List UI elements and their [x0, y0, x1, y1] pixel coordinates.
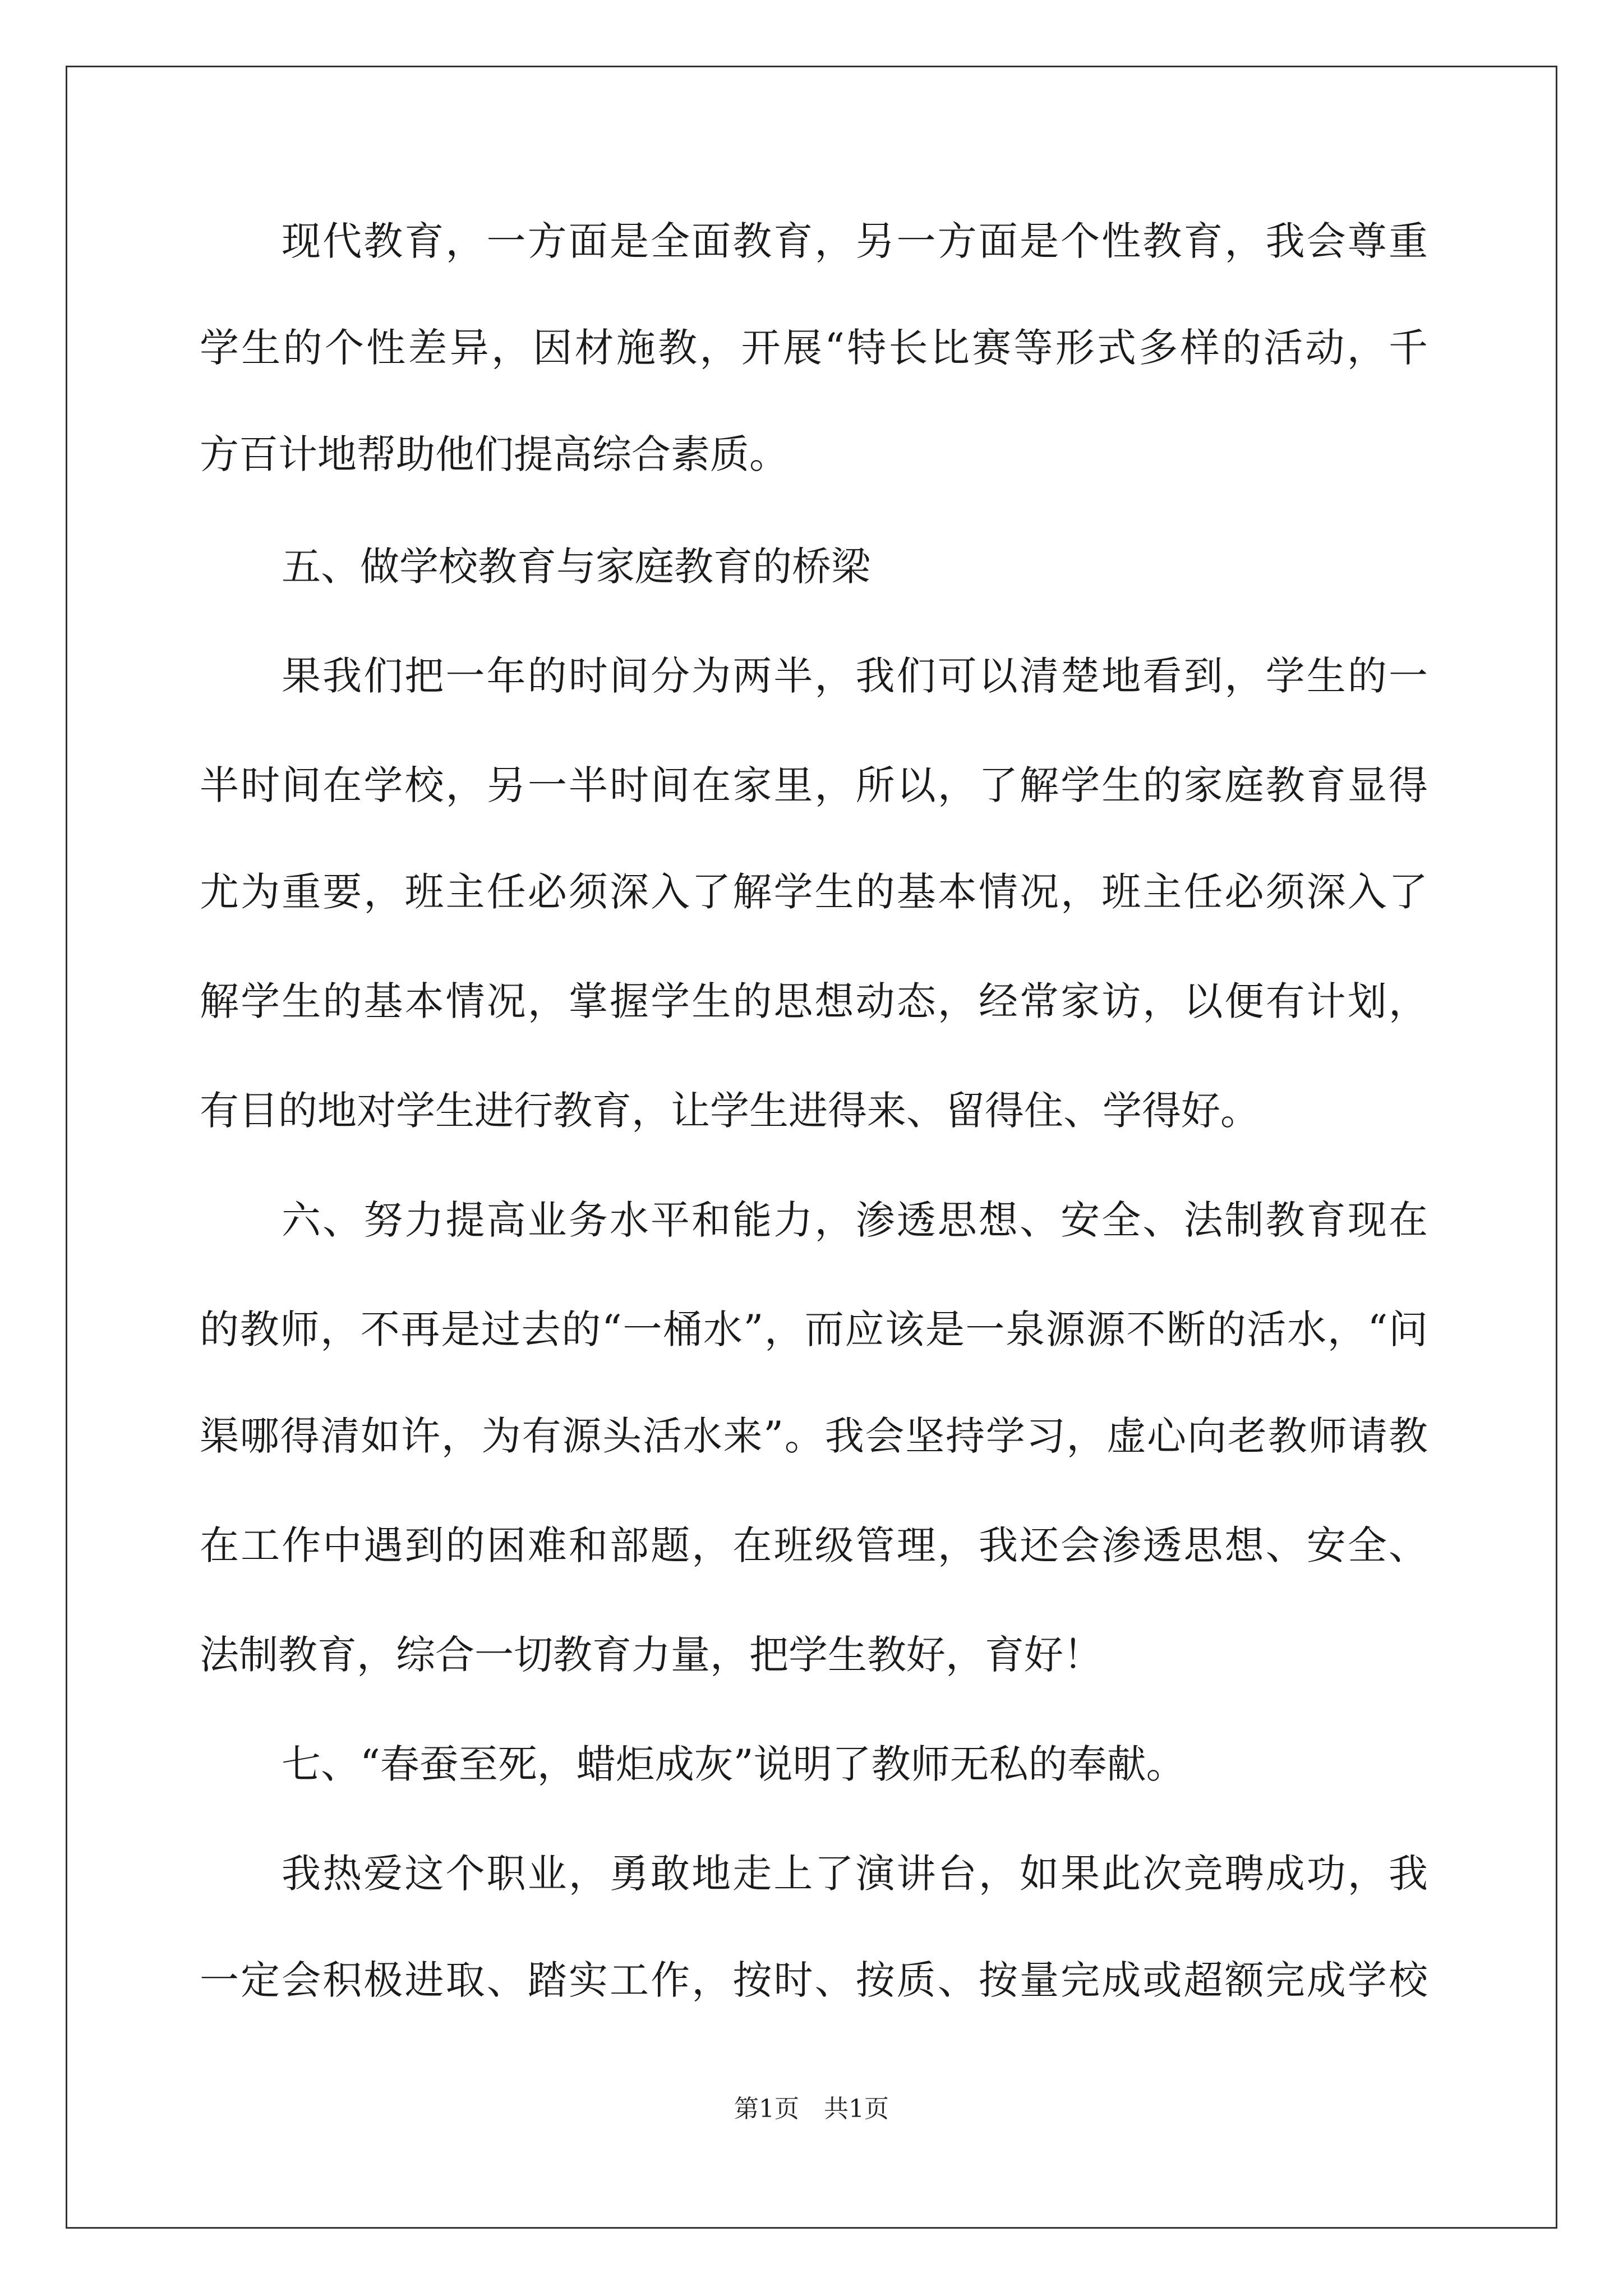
- text-line-12: 渠哪得清如许，为有源头活水来”。我会坚持学习，虚心向老教师请教: [200, 1413, 1428, 1459]
- text-line-2: 学生的个性差异，因材施教，开展“特长比赛等形式多样的活动，千: [200, 325, 1428, 371]
- text-line-3: 方百计地帮助他们提高综合素质。: [200, 431, 789, 477]
- text-line-9: 有目的地对学生进行教育，让学生进得来、留得住、学得好。: [200, 1088, 1260, 1134]
- text-line-16: 我热爱这个职业，勇敢地走上了演讲台，如果此次竞聘成功，我: [282, 1851, 1428, 1897]
- page-border: [66, 66, 1557, 2229]
- text-line-7: 尤为重要，班主任必须深入了解学生的基本情况，班主任必须深入了: [200, 869, 1428, 915]
- text-line-13: 在工作中遇到的困难和部题，在班级管理，我还会渗透思想、安全、: [200, 1522, 1428, 1568]
- text-line-5: 果我们把一年的时间分为两半，我们可以清楚地看到，学生的一: [282, 653, 1428, 699]
- text-line-11: 的教师，不再是过去的“一桶水”，而应该是一泉源源不断的活水，“问: [200, 1306, 1428, 1352]
- page-footer: 第1页 共1页: [734, 2095, 889, 2123]
- text-line-14: 法制教育，综合一切教育力量，把学生教好，育好！: [200, 1632, 1103, 1678]
- text-line-17: 一定会积极进取、踏实工作，按时、按质、按量完成或超额完成学校: [200, 1957, 1428, 2003]
- text-line-15: 七、“春蚕至死，蜡炬成灰”说明了教师无私的奉献。: [282, 1741, 1186, 1787]
- text-line-1: 现代教育，一方面是全面教育，另一方面是个性教育，我会尊重: [282, 218, 1428, 264]
- text-line-6: 半时间在学校，另一半时间在家里，所以，了解学生的家庭教育显得: [200, 762, 1428, 808]
- text-line-4: 五、做学校教育与家庭教育的桥梁: [282, 544, 870, 590]
- text-line-8: 解学生的基本情况，掌握学生的思想动态，经常家访，以便有计划，: [200, 978, 1428, 1024]
- text-line-10: 六、努力提高业务水平和能力，渗透思想、安全、法制教育现在: [282, 1197, 1428, 1243]
